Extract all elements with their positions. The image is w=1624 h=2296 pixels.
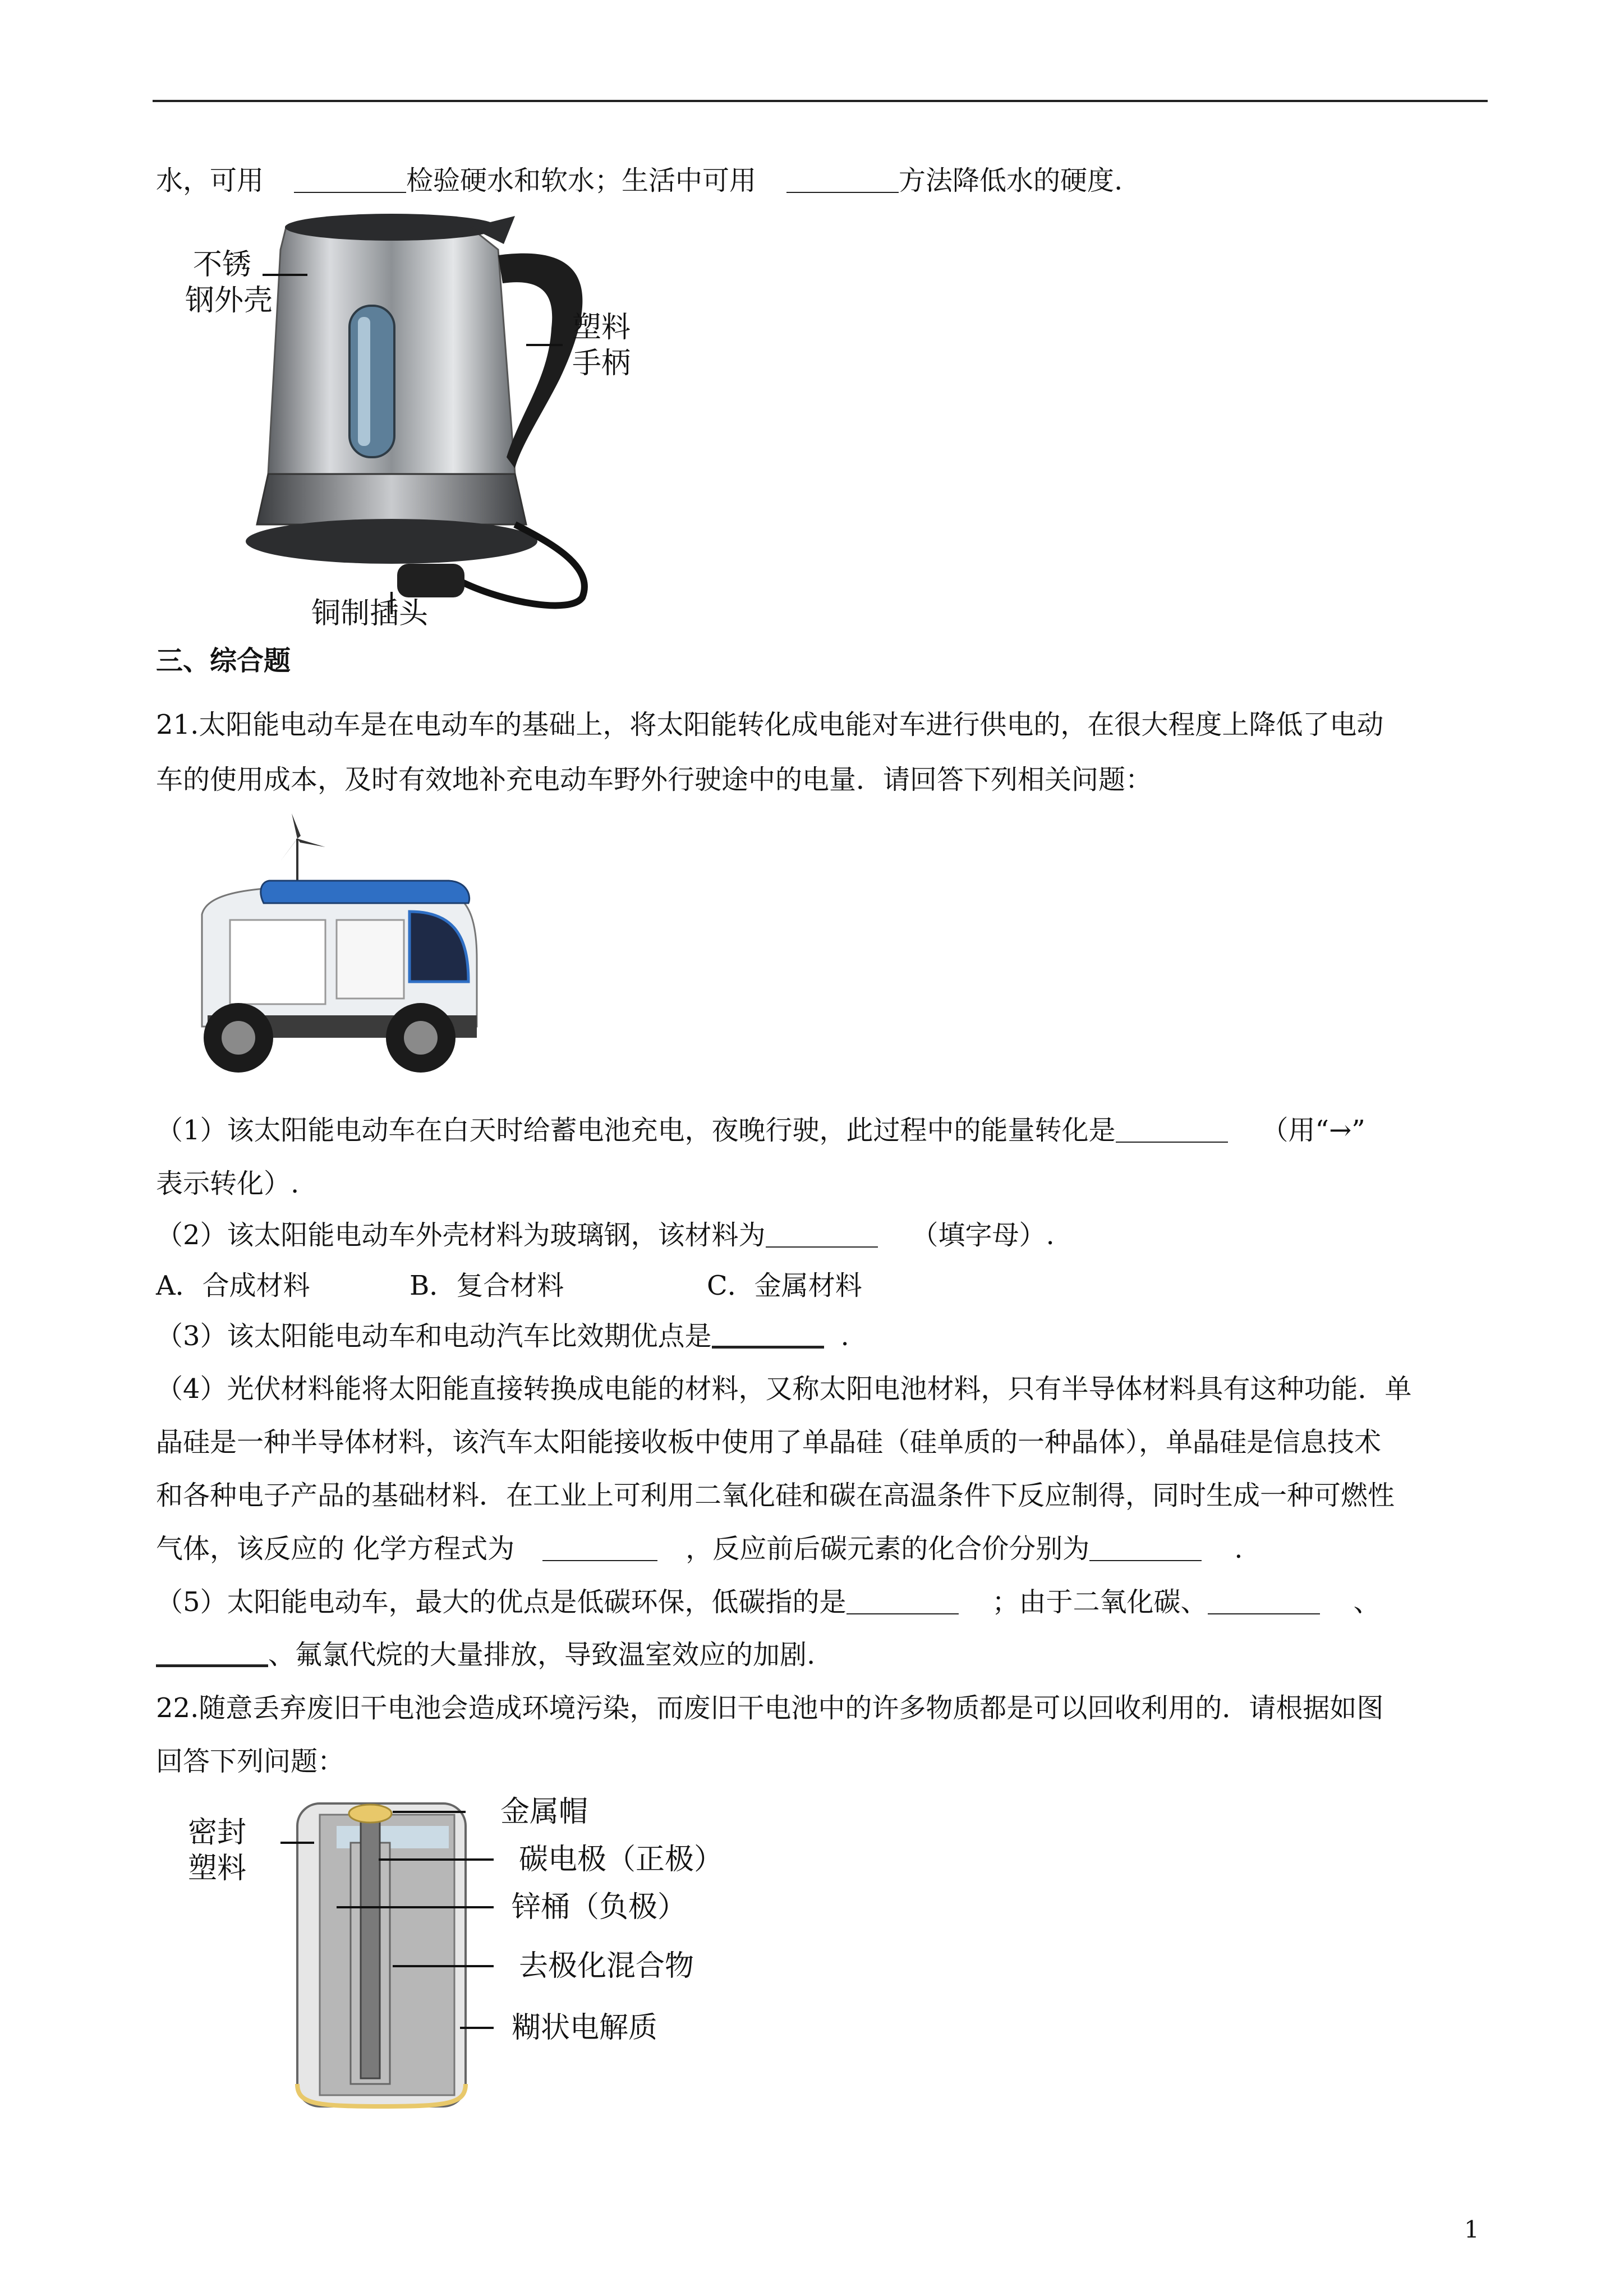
answer-blank[interactable]	[542, 1535, 657, 1561]
label-handle-line2: 手柄	[572, 347, 631, 380]
q21-p5-text-b: ；由于二氧化碳、	[992, 1586, 1208, 1618]
answer-blank[interactable]	[156, 1640, 268, 1667]
answer-blank[interactable]	[1089, 1535, 1202, 1561]
q21-stem-line2: 车的使用成本，及时有效地补充电动车野外行驶途中的电量．请回答下列相关问题：	[156, 764, 1153, 795]
header-rule	[153, 100, 1488, 102]
option-b[interactable]: B．复合材料	[410, 1270, 564, 1301]
q21-p5-text-a: （5）太阳能电动车，最大的优点是低碳环保，低碳指的是	[156, 1586, 846, 1618]
page-number: 1	[1464, 2216, 1479, 2243]
answer-blank[interactable]	[1116, 1117, 1228, 1143]
answer-blank[interactable]	[846, 1589, 959, 1614]
q21-p1-text-c: 表示转化）.	[156, 1168, 300, 1199]
answer-blank[interactable]	[1208, 1589, 1320, 1614]
q22-stem-line1: 22.随意丢弃废旧干电池会造成环境污染，而废旧干电池中的许多物质都是可以回收利用的．请根据如图	[156, 1692, 1384, 1724]
q20-text-c: 方法降低水的硬度.	[899, 165, 1123, 196]
q20-tail-line	[156, 164, 1122, 197]
label-paste-electrolyte: 糊状电解质	[512, 2011, 658, 2045]
q21-options-line	[156, 1269, 862, 1303]
label-plastic-handle	[572, 310, 631, 381]
label-stainless-shell	[185, 247, 273, 319]
label-depolarizer: 去极化混合物	[519, 1949, 694, 1983]
q21-p1-text-b: （用“→”	[1261, 1115, 1365, 1146]
q22-stem-line2: 回答下列问题：	[156, 1746, 345, 1777]
solar-panel	[261, 881, 470, 903]
q21-p3-text-b: .	[840, 1320, 849, 1352]
label-seal-line2: 塑料	[188, 1852, 247, 1885]
q21-p2-text-b: （填字母）.	[911, 1220, 1055, 1251]
battery-figure	[280, 1792, 494, 2118]
label-zinc-can: 锌桶（负极）	[512, 1890, 687, 1924]
answer-blank[interactable]	[766, 1222, 878, 1248]
q21-p4-line2: 晶硅是一种半导体材料，该汽车太阳能接收板中使用了单晶硅（硅单质的一种晶体），单晶硅是信息技术	[156, 1427, 1382, 1458]
label-copper-plug: 铜制插头	[311, 597, 429, 631]
q21-p4-text-c: .	[1234, 1533, 1243, 1565]
q21-p4-text-b: ，反应前后碳元素的化合价分别为	[686, 1533, 1090, 1565]
q20-text-b: 检验硬水和软水；生活中可用	[406, 165, 757, 196]
label-seal-line1: 密封	[188, 1816, 247, 1849]
answer-blank[interactable]	[786, 167, 899, 193]
q21-part5-line2	[156, 1638, 815, 1672]
q21-p5-text-d: 、氟氯代烷的大量排放，导致温室效应的加剧.	[268, 1639, 816, 1671]
label-shell-line1: 不锈	[193, 248, 252, 282]
q21-p1-text-a: （1）该太阳能电动车在白天时给蓄电池充电，夜晚行驶，此过程中的能量转化是	[156, 1115, 1116, 1146]
kettle-body	[246, 214, 537, 564]
section-title: 三、综合题	[156, 645, 291, 677]
label-sealed-plastic	[188, 1815, 246, 1887]
label-handle-line1: 塑料	[572, 311, 631, 344]
q21-stem-line1: 21.太阳能电动车是在电动车的基础上，将太阳能转化成电能对车进行供电的，在很大程度上降低了电动	[156, 709, 1384, 740]
label-metal-cap: 金属帽	[500, 1795, 588, 1829]
answer-blank[interactable]	[294, 167, 406, 193]
label-shell-line2: 钢外壳	[185, 284, 273, 318]
q21-part2-line	[156, 1218, 1055, 1252]
q21-p4-line4	[156, 1532, 1243, 1566]
q20-text-a: 水，可用	[156, 165, 264, 196]
solar-car-figure	[185, 813, 499, 1094]
q21-p3-text-a: （3）该太阳能电动车和电动汽车比效期优点是	[156, 1320, 712, 1352]
q21-p4-line1: （4）光伏材料能将太阳能直接转换成电能的材料，又称太阳电池材料，只有半导体材料具有这种功能．单	[156, 1373, 1412, 1405]
option-c[interactable]: C．金属材料	[707, 1270, 862, 1301]
q21-part1-line	[156, 1114, 1365, 1147]
answer-blank[interactable]	[712, 1321, 824, 1349]
q21-p2-text-a: （2）该太阳能电动车外壳材料为玻璃钢，该材料为	[156, 1220, 766, 1251]
q21-part5-line	[156, 1585, 1381, 1619]
kettle-plug	[397, 564, 464, 597]
q21-p5-text-c: 、	[1353, 1586, 1381, 1618]
carbon-rod	[361, 1815, 380, 2078]
q21-p4-text-a: 气体，该反应的 化学方程式为	[156, 1533, 515, 1565]
label-carbon-electrode: 碳电极（正极）	[519, 1843, 724, 1876]
battery-cap	[349, 1805, 392, 1823]
q21-part3-line	[156, 1319, 849, 1353]
q21-p4-line3: 和各种电子产品的基础材料．在工业上可利用二氧化硅和碳在高温条件下反应制得，同时生成一种可燃性	[156, 1480, 1395, 1511]
option-a[interactable]: A．合成材料	[156, 1270, 310, 1301]
